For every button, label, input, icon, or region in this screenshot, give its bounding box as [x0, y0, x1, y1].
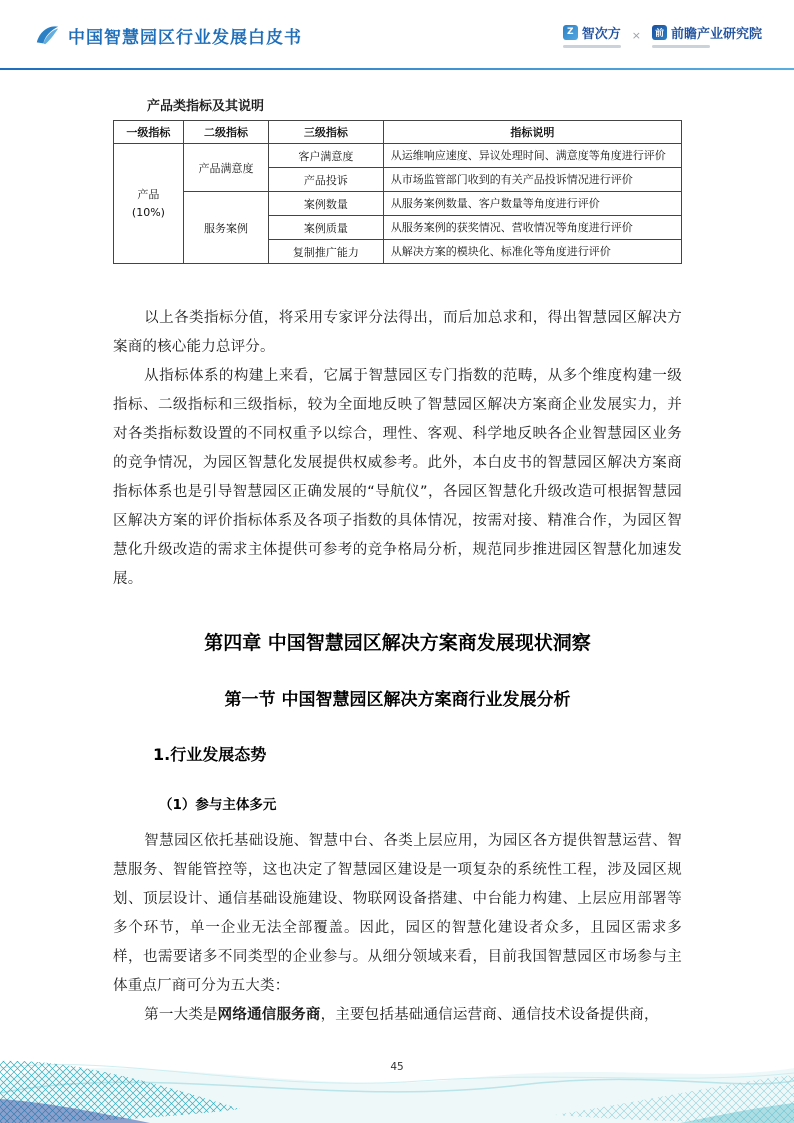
- subsection-heading-trend: 1.行业发展态势: [153, 745, 267, 765]
- category-one-suffix: ，主要包括基础通信运营商、通信技术设备提供商，: [320, 1007, 659, 1024]
- table-header-cell: 三级指标: [269, 121, 384, 144]
- zhicifang-logo: [563, 23, 621, 48]
- level3-cell: 产品投诉: [269, 168, 384, 192]
- page-header: [0, 0, 794, 70]
- zhicifang-logo-tagline: [563, 45, 621, 48]
- paragraph-index-system: 从指标体系的构建上来看，它属于智慧园区专门指数的范畴，从多个维度构建一级指标、二级指标和三级指标，较为全面地反映了智慧园区解决方案商企业发展实力，并对各类指标数设置的不同权重予以综合，理性、客观、科学地反映各企业智慧园区业务的竞争情况，为园区智慧化发展提供权威参考。此外，本白皮书的智慧园区解决方案商指标体系也是引导智慧园区正确发展的“导航仪”，各园区智慧化升级改造可根据智慧园区解决方案的评价指标体系及各项子指数的具体情况，按需对接、精准合作，为园区智慧化升级改造的需求主体提供可参考的竞争格局分析，规范同步推进园区智慧化加速发展。: [113, 368, 682, 588]
- level2-cell: 服务案例: [183, 192, 268, 264]
- brand-logo-icon: [34, 22, 60, 48]
- zhicifang-logo-name: 智次方: [581, 26, 621, 42]
- level1-weight: (10%): [131, 205, 165, 219]
- footer-wave-decoration: [0, 1023, 794, 1123]
- qianzhan-logo-icon: 前: [652, 25, 667, 40]
- content-column: [113, 70, 682, 1030]
- level3-cell: 复制推广能力: [269, 240, 384, 264]
- qianzhan-logo-tagline: [652, 45, 710, 48]
- level2-cell: 产品满意度: [183, 144, 268, 192]
- chapter-heading: 第四章 中国智慧园区解决方案商发展现状洞察: [204, 632, 591, 655]
- level1-cell: [114, 144, 184, 264]
- header-logos: [563, 23, 762, 48]
- whitepaper-title: 中国智慧园区行业发展白皮书: [68, 27, 302, 48]
- level3-cell: 案例数量: [269, 192, 384, 216]
- desc-cell: 从解决方案的模块化、标准化等角度进行评价: [383, 240, 681, 264]
- table-title: 产品类指标及其说明: [147, 99, 265, 114]
- category-one-prefix: 第一大类是: [144, 1007, 218, 1024]
- category-one-term: 网络通信服务商: [217, 1007, 321, 1024]
- zhicifang-logo-icon: Z: [563, 25, 578, 40]
- desc-cell: 从服务案例的获奖情况、营收情况等角度进行评价: [383, 216, 681, 240]
- logo-separator: ×: [631, 28, 641, 42]
- brand: [34, 22, 302, 48]
- level3-cell: 客户满意度: [269, 144, 384, 168]
- desc-cell: 从运维响应速度、异议处理时间、满意度等角度进行评价: [383, 144, 681, 168]
- desc-cell: 从市场监管部门收到的有关产品投诉情况进行评价: [383, 168, 681, 192]
- section-heading: 第一节 中国智慧园区解决方案商行业发展分析: [224, 690, 571, 711]
- qianzhan-logo-name: 前瞻产业研究院: [670, 26, 762, 42]
- qianzhan-logo: [652, 23, 762, 48]
- table-row: [114, 192, 682, 216]
- table-header-cell: 指标说明: [383, 121, 681, 144]
- page-number: 45: [390, 1061, 404, 1073]
- desc-cell: 从服务案例数量、客户数量等角度进行评价: [383, 192, 681, 216]
- paragraph-summary: 以上各类指标分值，将采用专家评分法得出，而后加总求和，得出智慧园区解决方案商的核心能力总评分。: [113, 310, 682, 356]
- indicator-table: [113, 120, 682, 264]
- table-row: [114, 144, 682, 168]
- table-header-cell: 二级指标: [183, 121, 268, 144]
- table-header-cell: 一级指标: [114, 121, 184, 144]
- level1-name: 产品: [137, 188, 160, 202]
- subsection-heading-participants: （1）参与主体多元: [159, 797, 277, 814]
- table-header-row: [114, 121, 682, 144]
- paragraph-participants: 智慧园区依托基础设施、智慧中台、各类上层应用，为园区各方提供智慧运营、智慧服务、智能管控等，这也决定了智慧园区建设是一项复杂的系统性工程，涉及园区规划、顶层设计、通信基础设施建设、物联网设备搭建、中台能力构建、上层应用部署等多个环节，单一企业无法全部覆盖。因此，园区的智慧化建设者众多，且园区需求多样，也需要诸多不同类型的企业参与。从细分领域来看，目前我国智慧园区市场参与主体重点厂商可分为五大类：: [113, 833, 682, 995]
- level3-cell: 案例质量: [269, 216, 384, 240]
